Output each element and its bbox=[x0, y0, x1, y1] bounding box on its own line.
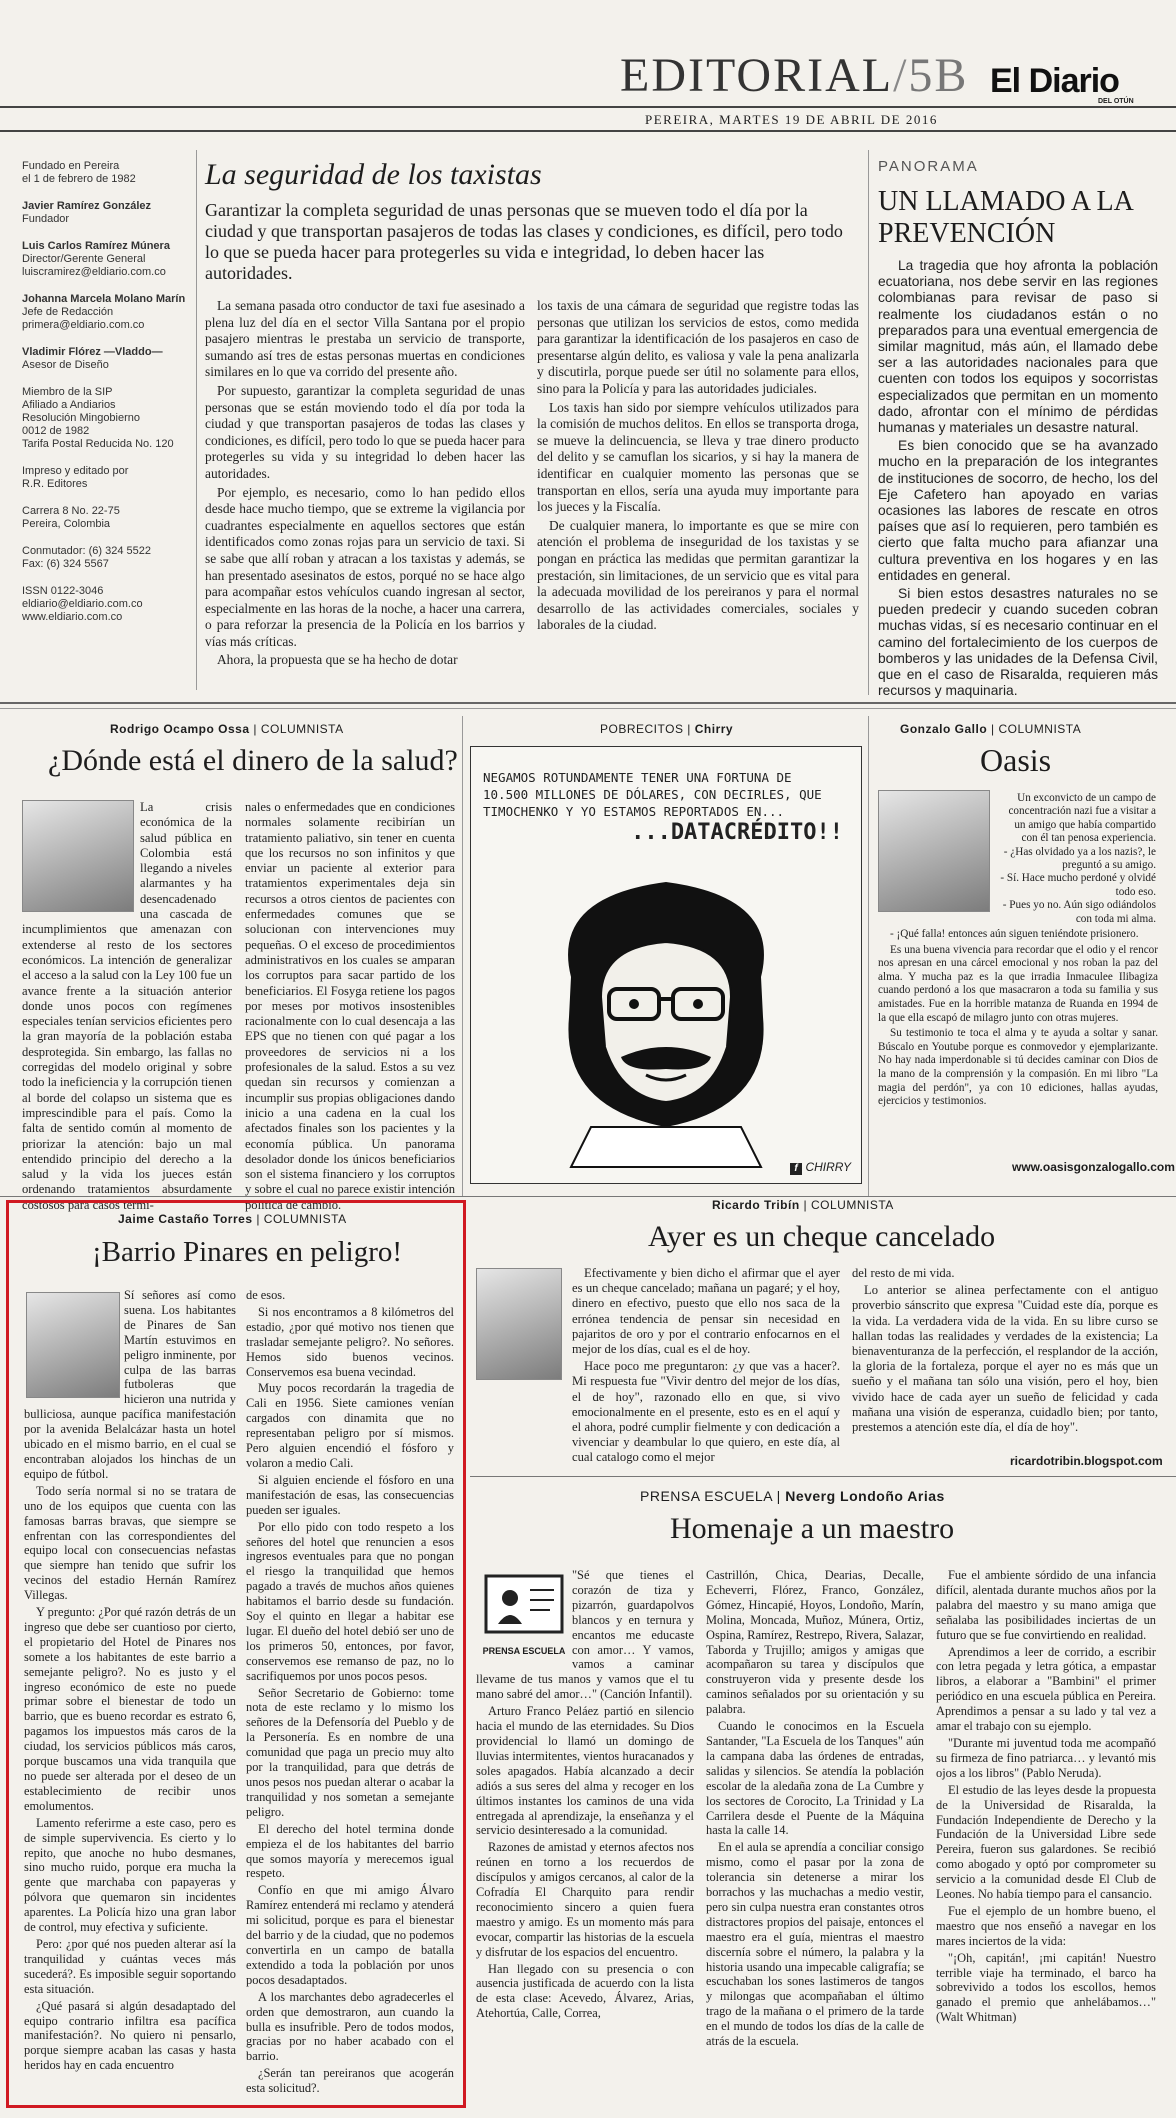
gallo-body: - ¡Qué falla! entonces aún siguen teniéndote prisionero. Es una buena vivencia para recordar que el odio y el rencor nos apresan en una cárcel emocional y nos roban la paz del alma. Y mucha paz es la que irradia Inmaculee Ilibagiza cuando perdonó a los que masacraron a toda su familia y sus amistades. Fue en la horrible matanza de Ruanda en 1994 de la que ella escapó de milagro junto con otras mujeres. Su testimonio te toca el alma y te ayuda a soltar y sanar. Búscalo en Youtube porque es conmovedor y ejemplarizante. No hay nada imperdonable si tú decides caminar con Dios de la mano de la comprensión y la compasión. En mi libro "La magia del perdón", ya con 10 ediciones, hallas ayudas, ejercicios y testimonios. bbox=[878, 928, 1158, 1108]
gallo-title: Oasis bbox=[980, 742, 1052, 778]
castano-col-2: de esos. Si nos encontramos a 8 kilómetros del estadio, ¿por qué motivo nos tienen que trasladar semejante peligro?. No señores. Hemos sido buenos vecinos. Conservemos esa buena vecindad. Muy pocos recordarán la tragedia de Cali en 1956. Siete camiones venían cargados con dinamita que no representaban peligro por sí mismos. Pero alguien encendió el fósforo y volaron a medio Cali. Si alguien enciende el fósforo en una manifestación de esas, las consecuencias pueden ser iguales. Por ello pido con todo respeto a los señores del hotel que renuncien a esos ingresos eventuales para que no pongan el riesgo la tranquilidad que hemos pagado a través de muchos años quienes habitamos el barrio desde su fundación. Soy el quinto en llegar a habitar ese lugar. El dueño del hotel debió ser uno de los primeros 50, entonces, por favor, conservemos ese remanso de paz, no lo sacrifiquemos por unos pocos pesos. Señor Secretario de Gobierno: tome nota de este reclamo y lo mismo los señores de la Defensoría del Pueblo y de la Personería. Es en nombre de una comunidad que paga un precio muy alto por la tranquilidad, para que detrás de unos pesos nos puedan alterar o acabar la tranquilidad y nos sometan a semejante peligro. El derecho del hotel termina donde empieza el de los habitantes del barrio que somos mayoría y merecemos igual respeto. Confío en que mi amigo Álvaro Ramírez entenderá mi reclamo y atenderá mi solicitud, porque es para el bienestar del barrio y de la ciudad, que no podemos convertirla en un campo de batalla extendido a toda la población por unos pocos desadaptados. A los marchantes debo agradecerles el orden que demostraron, aun cuando la bulla es insufrible. Pero de todos modos, gracias por no haber acabado con el barrio. ¿Serán tan pereiranos que acogerán esta solicitud?. bbox=[246, 1288, 454, 2096]
editorial-col-1: La semana pasada otro conductor de taxi fue asesinado a plena luz del día en el sector Villa Santana por el propio pasajero mientras le prestaba un servicio de transporte, sumando así tres de estas personas muertas en condiciones similares en lo que va corrido del presente año. Por supuesto, garantizar la completa seguridad de unas personas que se están moviendo todo el día por toda la ciudad y que transportan pasajeros de todas las clases y condiciones, es difícil, pero todo lo que se pueda hacer para protegerles su vida y su integridad lo deben hacer las autoridades. Por ejemplo, es necesario, como lo han pedido ellos desde hace mucho tiempo, que se extreme la vigilancia por cuadrantes especialmente en aquellos sectores que están identificados como zonas rojas para un servicio de taxi. Si se sabe que allí roban y atracan a los taxistas y además, se han presentado asesinatos de estos, porqué no se hace algo para acompañar estos vehículos cuando ingresan al sector, especialmente en las horas de la noche, a hacer una carrera, o para reforzar la presencia de la Policía en los barrios y vías más críticas. Ahora, la propuesta que se ha hecho de dotar bbox=[205, 298, 525, 668]
gallo-website[interactable]: www.oasisgonzalogallo.com bbox=[1012, 1160, 1175, 1174]
ocampo-col-1: La crisis económica de la salud pública en Colombia está llegando a niveles alarmantes y ha desencadenado una cascada de incumplimientos que amenazan con extenderse al resto de los sectores económicos. La intención de generalizar el acceso a la salud con la Ley 100 fue un avance frente a la situación anterior donde unos pocos con regímenes especiales tenían servicios eficientes pero la gran mayoría de la población estaba desprotegida. Sin embargo, las fallas no corregidas del modelo original y sobre todo la ineficiencia y la corrupción tienen al borde del colapso un sistema que es imprescindible para el país. Como la falta de sentido común al momento de priorizar la atención: bajo un mal entendido principio del derecho a la salud y la vida los jueces están ordenando tratamientos absurdamente costosos para casos termi- bbox=[22, 800, 232, 1212]
cartoon-divider-left bbox=[462, 716, 463, 1196]
tribin-photo bbox=[476, 1268, 562, 1380]
gallo-intro: Un exconvicto de un campo de concentración nazi fue a visitar a un amigo que había compartido con él tan penosa experiencia. - ¿Has olvidado ya a los nazis?, le preguntó a su amigo. - Sí. Hace mucho perdoné y olvidé todo eso. - Pues yo no. Aún sigo odiándolos con toda mi alma. bbox=[1000, 792, 1156, 925]
tribin-title: Ayer es un cheque cancelado bbox=[648, 1220, 996, 1253]
masthead-person: Luis Carlos Ramírez Múnera Director/Gerente General luiscramirez@eldiario.com.co bbox=[22, 240, 170, 278]
tribin-byline: Ricardo Tribín | COLUMNISTA bbox=[712, 1198, 894, 1212]
escuela-col-2: Castrillón, Chica, Dearias, Decalle, Echeverri, Flórez, Franco, González, Gómez, Hincapié, Hoyos, Londoño, Marín, Molina, Moncada, Muñoz, Múnera, Ortiz, Ospina, Ramírez, Restrepo, Rivera, Salazar, Taborda y Trujillo; amigos y amigas que acompañaron su tarea y discípulos que construyeron vida y presente desde los caminos señalados por su orientación y su palabra. Cuando le conocimos en la Escuela Santander, "La Escuela de los Tanques" aún la campana daba las órdenes de entradas, salidas y silencios. Se atendía la población escolar de la aledaña zona de La Cumbre y los sectores de Corocito, La Trinidad y La Carrilera desde el Puente de la Máquina hasta la calle 14. En el aula se aprendía a conciliar consigo mismo, como el pasar por la zona de tolerancia sin detenerse a mirar los borrachos y las muchachas a medio vestir, pero sin culpa nuestra eran constantes otros distractores propios del paisaje, entonces el maestro era el guía, mientras el maestro discernía sobre el número, la palabra y la historia usando una impecable caligrafía; se escuchaban los sones lastimeros de tangos y milongas que acompañaban el último trago de la mañana o el primero de la tarde en el mundo de todos los días de la calle de atrás de la escuela. bbox=[706, 1568, 924, 2049]
panorama-divider bbox=[868, 150, 869, 695]
cartoon-byline: POBRECITOS | Chirry bbox=[600, 722, 734, 736]
issn: ISSN 0122-3046 eldiario@eldiario.com.co www.eldiario.com.co bbox=[22, 585, 143, 623]
cartoon-signature: f CHIRRY bbox=[790, 1160, 851, 1175]
section-title: EDITORIAL/5B bbox=[620, 49, 969, 102]
cartoon-frame bbox=[470, 746, 862, 1184]
section-name: EDITORIAL bbox=[620, 49, 894, 102]
escuela-title: Homenaje a un maestro bbox=[670, 1512, 955, 1545]
panorama-title: UN LLAMADO A LA PREVENCIÓN bbox=[878, 186, 1133, 249]
cartoon-bubble: NEGAMOS ROTUNDAMENTE TENER UNA FORTUNA DE 10.500 MILLONES DE DÓLARES, CON DECIRLES, QUE TIMOCHENKO Y YO ESTAMOS REPORTADOS EN... ...DATACRÉDITO!! bbox=[483, 770, 843, 845]
gallo-photo bbox=[878, 790, 990, 912]
printer: Impreso y editado por R.R. Editores bbox=[22, 465, 129, 490]
lower-rule bbox=[470, 1476, 1176, 1477]
page-number: 5B bbox=[908, 49, 969, 102]
section-rule bbox=[0, 702, 1176, 704]
header-rule bbox=[0, 106, 1176, 108]
founded: Fundado en Pereira el 1 de febrero de 1982 bbox=[22, 160, 136, 185]
ocampo-byline: Rodrigo Ocampo Ossa | COLUMNISTA bbox=[110, 722, 344, 736]
castano-byline: Jaime Castaño Torres | COLUMNISTA bbox=[118, 1212, 347, 1226]
brand-sub: DEL OTÚN bbox=[1098, 98, 1134, 105]
section-rule-2 bbox=[0, 708, 1176, 709]
escuela-logo-text: PRENSA ESCUELA bbox=[482, 1646, 566, 1656]
escuela-col-1: "Sé que tienes el corazón de tiza y pizarrón, guardapolvos blancos y en ternura y encantos me educaste con amor… Y vamos, vamos a caminar llevame de tus manos y vamos que el tu mano sabré del amor…" (Canción Infantil). Arturo Franco Peláez partió en silencio hacia el mundo de las eternidades. Su Dios providencial lo llamó un domingo de lluvias intermitentes, vientos huracanados y soles apagados. Había alcanzado a decir adiós a sus seres del alma y recoger en los últimos instantes los caminos de una vida entregada al aprendizaje, la enseñanza y el servicio desinteresado a la comunidad. Razones de amistad y eternos afectos nos reúnen en torno a los recuerdos de discípulos y amigos cercanos, al calor de la Cofradía El Charquito para rendir reconocimiento sincero a quien fuera maestro y amigo. Es un momento más para evocar, compartir las historias de la escuela y disfrutar de los espacios del encuentro. Han llegado con su presencia o con ausencia justificada de acuerdo con la lista de esta clase: Acevedo, Álvarez, Arias, Atehortúa, Calle, Correa, bbox=[476, 1568, 694, 2021]
castano-col-1: Sí señores así como suena. Los habitantes de Pinares de San Martín estuvimos en peligro inminente, por culpa de las barras futboleras que hicieron una nutrida y bulliciosa, aunque pacífica manifestación por la avenida Belalcázar hasta un hotel ubicado en el mismo barrio, en el cual se encontraban alojados los hinchas de un equipo de fútbol. Todo sería normal si no se tratara de uno de los equipos que cuenta con las famosas barras bravas, que siempre se enfrentan con las correspondientes del equipo local con consecuencias nefastas que siempre han tenido que sufrir los vecinos del estadio Hernán Ramírez Villegas. Y pregunto: ¿Por qué razón detrás de un ingreso que debe ser cuantioso por cierto, el propietario del Hotel de Pinares nos somete a los habitantes de este barrio a semejante peligro?. No es justo y el ingreso económico de este no puede primar sobre el bienestar de todo un barrio, que es bueno recordar es estrato 6, pagamos los impuestos más caros de la ciudad, los servicios públicos más caros, porque buscamos una vida tranquila que no puede ser alterada por el deseo de un establecimiento de recibir unos emolumentos. Lamento referirme a este caso, pero es de simple supervivencia. Es cierto y lo repito, que anoche no hubo desmanes, sino mucho ruido, porque era mucha la gente que marchaba con papayeras y pólvora que quemaron sin incidentes aparentes. La Policía hizo una gran labor de control, muy efectiva y suficiente. Pero: ¿por qué nos pueden alterar así la tranquilidad y cuántas veces más sucederá?. Es imposible seguir soportando esta situación. ¿Qué pasará si algún desadaptado del equipo contrario infiltra esa pacífica manifestación?. No quiero ni pensarlo, porque siempre acaban las casas y hasta heridos hay en cada encuentro bbox=[24, 1288, 236, 2073]
brand-logo bbox=[990, 62, 1119, 101]
mid-rule bbox=[0, 1196, 1176, 1197]
ocampo-title: ¿Dónde está el dinero de la salud? bbox=[48, 744, 458, 777]
tribin-col-1: Efectivamente y bien dicho el afirmar que el ayer es un cheque cancelado; mañana un pagaré; y el hoy, dinero en efectivo, puesto que ello nos saca de la errónea tendencia de pensar sin necesidad en pajaritos de oro y por el contrario enfocarnos en el mejor de los días, cual es el de hoy. Hace poco me preguntaron: ¿y que vas a hacer?. Mi respuesta fue "Vivir dentro del mejor de los días, el de hoy", razonado ello en que, si vivo emocionalmente en el presente, esto es en el aquí y el ahora, podré cumplir fielmente y con dedicación a vivenciar y deambular lo que quiero, en este día, al cual catalogo como el mejor bbox=[572, 1266, 840, 1465]
escuela-col-3: Fue el ambiente sórdido de una infancia difícil, alentada durante muchos años por la palabra del maestro y su mano amiga que señalaba las posibilidades inciertas de un futuro que se fue convirtiendo en realidad. Aprendimos a leer de corrido, a escribir con letra pegada y letra gótica, a empastar libros, a elaborar a "Bambini" el primer periódico en una escuela pública en Pereira. Aprendimos a pensar a su lado y tal vez a amar el trabajo con su ejemplo. "Durante mi juventud toda me acompañó su firmeza de fino patriarca… y levantó mis ojos a los libros" (Pablo Neruda). El estudio de las leyes desde la propuesta de la Universidad de Risaralda, la Fundación Independiente de Derecho y la Fundación de la Universidad Libre sede Pereira, fueron sus galardones. Se recibió como abogado y optó por comprometer su servicio a la comunidad desde El Club de Leones. No había tiempo para el cansancio. Fue el ejemplo de un hombre bueno, el maestro que nos enseñó a navegar en los mares inciertos de la vida: "¡Oh, capitán!, ¡mi capitán! Nuestro terrible viaje ha terminado, el barco ha sobrevivido a todos los escollos, hemos ganado el premio que anhelábamos…" (Walt Whitman) bbox=[936, 1568, 1156, 2025]
panorama-body: La tragedia que hoy afronta la población ecuatoriana, nos debe servir en las regiones colombianas para revisar de paso si realmente los ciudadanos están o no preparados para una eventual emergencia de similar magnitud, más aún, el llamado debe ser a las autoridades nacionales para que cuenten con todos los equipos y socorristas especializados que permitan en un momento dado, afrontar con el mínimo de pérdidas humanas y materiales un desastre natural. Es bien conocido que se ha avanzado mucho en la preparación de los integrantes de instituciones de socorro, de hecho, los del Eje Cafetero han apoyado en varias ocasiones las labores de rescate en otros países que así lo requieren, pero también es cierto que falta mucho para afianzar una cultura preventiva en los hogares y en las entidades en general. Si bien estos desastres naturales no se pueden predecir y cuando suceden cobran muchas vidas, sí es necesario continuar en el camino del fortalecimiento de los cuerpos de bomberos y las unidades de la Defensa Civil, que en el caso de Risaralda, requieren más recursos y maquinaria. bbox=[878, 258, 1158, 699]
ocampo-col-2: nales o enfermedades que en condiciones normales solamente recibirían un tratamiento paliativo, sin tener en cuenta que los recursos no son infinitos y que enviar un paciente al exterior para tratamientos experimentales deja sin recursos a otros cientos de pacientes con enfermedades comunes que se solucionan con intervenciones muy pequeñas. O el exceso de procedimientos administrativos en los cuales se amparan los corruptos para sacar partido de los beneficiarios. El Fosyga retiene los pagos por meses por motivos insostenibles racionalmente con lo cual desencaja a las EPS que no tienen con qué pagar a los proveedores de servicios ni a los profesionales de la salud. Estos a su vez quedan sin recursos y comienzan a incumplir sus propias obligaciones dando inicio a una cadena en la cual los afectados finales son los pacientes y la economía pública. Un panorama desolador donde los únicos beneficiarios son el sistema financiero y los corruptos y sobre el cual no parece existir intención política de cambio. bbox=[245, 800, 455, 1212]
gallo-byline: Gonzalo Gallo | COLUMNISTA bbox=[900, 722, 1082, 736]
dateline-rule bbox=[0, 130, 1176, 132]
tribin-website[interactable]: ricardotribin.blogspot.com bbox=[1010, 1454, 1163, 1468]
masthead-person: Javier Ramírez González Fundador bbox=[22, 200, 152, 225]
masthead bbox=[22, 160, 192, 624]
facebook-icon: f bbox=[790, 1163, 802, 1175]
editorial-deck: Garantizar la completa seguridad de unas personas que se mueven todo el día por la ciudad y que transportan pasajeros de todas las clases y condiciones, es difícil, pero todo lo que se pueda hacer para protegerles su vida e integridad, lo deben hacer las autoridades. bbox=[205, 200, 843, 283]
phones: Conmutador: (6) 324 5522 Fax: (6) 324 5567 bbox=[22, 545, 152, 570]
escuela-byline: PRENSA ESCUELA | Neverg Londoño Arias bbox=[640, 1488, 945, 1504]
masthead-person: Johanna Marcela Molano Marín Jefe de Redacción primera@eldiario.com.co bbox=[22, 293, 186, 331]
editorial-col-2: los taxis de una cámara de seguridad que registre todas las personas que utilizan los servicios de estos, como medida para garantizar la identificación de los pasajeros en caso de presentarse algún delito, es valiosa y vale la pena analizarla y discutirla, porque puede ser útil no solamente para ellos, sino para la Policía y para las autoridades judiciales. Los taxis han sido por siempre vehículos utilizados para la comisión de muchos delitos. En ellos se transporta droga, se mueve la delincuencia, se lleva y trae dinero producto del delito y se camuflan los sicarios, y si hay la manera de identificar en cualquier momento las personas que se transportan en ellos, sería una ayuda muy importante para los jueces y la Fiscalía. De cualquier manera, lo importante es que se mire con atención el problema de inseguridad de los taxistas y se pongan en práctica las medidas que permitan garantizar la prestación, sin limitaciones, de un servicio que es vital para la adecuada movilidad de los pereiranos y para el normal desarrollo de las actividades comerciales, sociales y laborales de la ciudad. bbox=[537, 298, 859, 633]
tribin-col-2: del resto de mi vida. Lo anterior se alinea perfectamente con el antiguo proverbio sánscrito que expresa "Cuidad este día, porque es la vida. La verdadera vida de la vida. En su libre curso se hallan todas las realidades y verdades de la existencia; La bienaventuranza de la perfección, el resplandor de la acción, la gloria de la fortaleza, porque el ayer no es más que un sueño y el mañana tan sólo una visión, pero el hoy, bien vivido hace de cada ayer un sueño de felicidad y cada mañana una visión de esperanza, cuidadlo bien; por tanto, prestemos a atención este día, el día de hoy". bbox=[852, 1266, 1158, 1435]
cartoon-caricature bbox=[531, 857, 801, 1167]
masthead-person: Vladimir Flórez —Vladdo— Asesor de Diseño bbox=[22, 346, 163, 371]
dateline: PEREIRA, MARTES 19 DE ABRIL DE 2016 bbox=[645, 112, 938, 127]
cartoon-divider-right bbox=[868, 716, 869, 1196]
membership: Miembro de la SIP Afiliado a Andiarios Resolución Mingobierno 0012 de 1982 Tarifa Postal Reducida No. 120 bbox=[22, 386, 174, 450]
masthead-divider bbox=[196, 150, 197, 690]
castano-title: ¡Barrio Pinares en peligro! bbox=[92, 1236, 403, 1268]
address: Carrera 8 No. 22-75 Pereira, Colombia bbox=[22, 505, 120, 530]
editorial-title: La seguridad de los taxistas bbox=[205, 158, 542, 191]
panorama-kicker: PANORAMA bbox=[878, 158, 979, 175]
brand-name: El Diario bbox=[990, 62, 1119, 100]
